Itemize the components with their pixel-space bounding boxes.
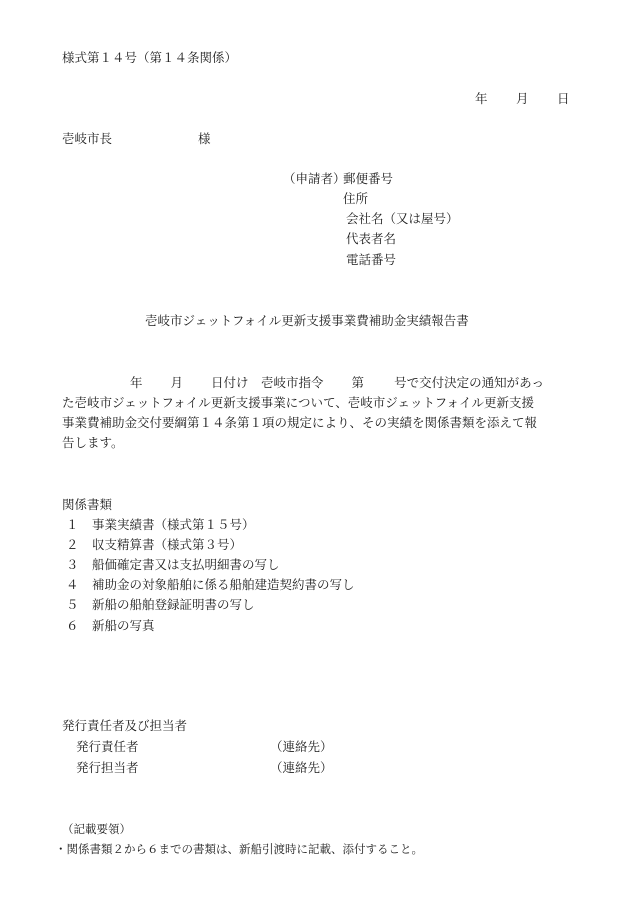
- notes-item: ・関係書類２から６までの書類は、新船引渡時に記載、添付すること。: [55, 842, 423, 856]
- list-item-number: ５: [66, 597, 79, 612]
- body-line-2: た壱岐市ジェットフォイル更新支援事業について、壱岐市ジェットフォイル更新支援: [62, 395, 535, 410]
- date-day: 日: [557, 91, 570, 106]
- documents-heading: 関係書類: [62, 497, 113, 512]
- list-item-number: ３: [66, 557, 79, 572]
- responsible-contact: （連絡先）: [270, 739, 333, 754]
- body-rest: 号で交付決定の通知があっ: [394, 375, 544, 390]
- list-item-number: ４: [66, 577, 79, 592]
- notes-heading: （記載要領）: [62, 822, 131, 836]
- applicant-representative: 代表者名: [346, 231, 397, 246]
- responsible-contact: （連絡先）: [270, 760, 333, 775]
- body-dai: 第: [351, 375, 365, 390]
- body-line-4: 告します。: [62, 435, 124, 450]
- responsible-role: 発行担当者: [76, 760, 139, 775]
- applicant-postal-code: 郵便番号: [343, 171, 394, 186]
- list-item-number: ２: [66, 537, 79, 552]
- list-item: 新船の写真: [92, 618, 155, 633]
- applicant-label: （申請者）: [283, 171, 346, 186]
- list-item: 船価確定書又は支払明細書の写し: [92, 557, 280, 572]
- list-item: 事業実績書（様式第１５号）: [92, 517, 255, 532]
- applicant-phone: 電話番号: [346, 252, 397, 267]
- list-item-number: １: [66, 517, 79, 532]
- list-item: 収支精算書（様式第３号）: [92, 537, 243, 552]
- applicant-address: 住所: [343, 191, 369, 206]
- addressee-honorific: 様: [198, 131, 211, 146]
- body-line-3: 事業費補助金交付要綱第１４条第１項の規定により、その実績を関係書類を添えて報: [62, 415, 538, 430]
- body-month: 月: [170, 375, 184, 390]
- date-month: 月: [516, 91, 529, 106]
- body-dated: 日付け 壱岐市指令: [211, 375, 324, 390]
- page-title: 壱岐市ジェットフォイル更新支援事業費補助金実績報告書: [145, 313, 469, 328]
- body-paragraph: [62, 373, 578, 453]
- body-year: 年: [130, 375, 143, 390]
- list-item: 新船の船舶登録証明書の写し: [92, 597, 255, 612]
- list-item: 補助金の対象船舶に係る船舶建造契約書の写し: [92, 577, 355, 592]
- responsible-heading: 発行責任者及び担当者: [62, 718, 188, 733]
- responsible-role: 発行責任者: [76, 739, 139, 754]
- date-year: 年: [475, 91, 488, 106]
- form-number: 様式第１４号（第１４条関係）: [62, 50, 238, 65]
- addressee-name: 壱岐市長: [62, 131, 113, 146]
- body-line-1: [62, 373, 578, 393]
- applicant-company: 会社名（又は屋号）: [346, 211, 459, 226]
- list-item-number: ６: [66, 618, 79, 633]
